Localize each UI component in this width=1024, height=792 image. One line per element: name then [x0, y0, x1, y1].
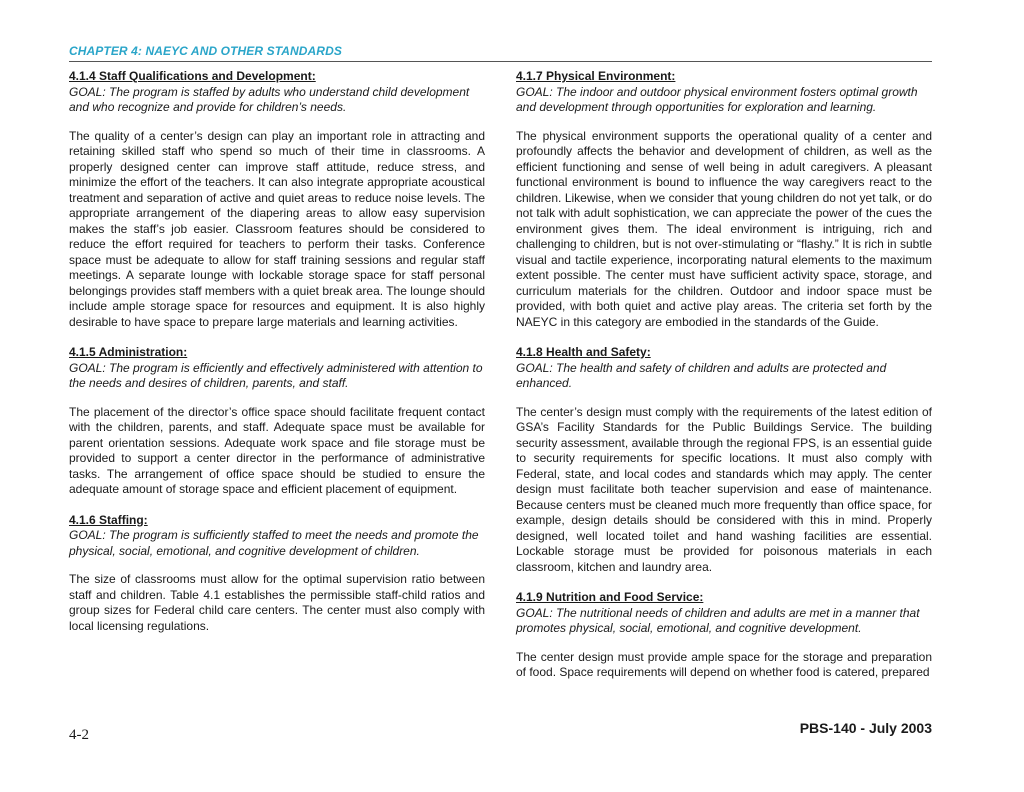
page-number: 4-2 — [69, 727, 89, 743]
section-goal: GOAL: The program is staffed by adults who understand child development and who recognize and provide for children’s needs. — [69, 84, 470, 114]
section-body: The placement of the director’s office space should facilitate frequent contact with the children, parents, and staff. Adequate space must be available for parent orientation sessions. Adequate work space and file storage must be provided to support a center director in the performance of administrative tasks. The arrangement of office space should be studied to ensure the adequate amount of storage space and efficient placement of equipment. — [69, 404, 485, 496]
section-title: 4.1.7 Physical Environment: — [516, 69, 676, 83]
section-4-1-8 — [516, 345, 932, 575]
section-title: 4.1.9 Nutrition and Food Service: — [516, 590, 704, 604]
section-body: The physical environment supports the operational quality of a center and profoundly affects the behavior and development of children, as well as the efficient functioning and sense of well being in adult caregivers. A pleasant functional environment is bound to influence the way caregivers react to the children. Likewise, when we consider that young children do not yet talk, or do not talk with adult sophistication, we can appreciate the power of the cues the environment gives them. The ideal environment is intriguing, rich and challenging to children, but is not over-stimulating or “flashy.” It is rich in subtle visual and tactile experience, incorporating natural elements to the maximum extent possible. The center must have sufficient activity space, storage, and curriculum materials for the children. Outdoor and indoor space must be provided, with both quiet and active play areas. The criteria set forth by the NAEYC in this category are embodied in the standards of the Guide. — [516, 128, 932, 329]
section-title: 4.1.5 Administration: — [69, 345, 188, 359]
chapter-header: CHAPTER 4: NAEYC AND OTHER STANDARDS — [69, 44, 342, 58]
section-goal: GOAL: The indoor and outdoor physical environment fosters optimal growth and development through opportunities for exploration and learning. — [516, 84, 918, 114]
publication-id: PBS-140 - July 2003 — [799, 720, 932, 736]
section-4-1-6 — [69, 513, 485, 635]
left-column — [69, 69, 485, 649]
section-4-1-5 — [69, 345, 485, 498]
section-body: The size of classrooms must allow for the optimal supervision ratio between staff and children. Table 4.1 establishes the permissible staff-child ratios and group sizes for Federal child care centers. The center must also comply with local licensing regulations. — [69, 572, 485, 633]
section-goal: GOAL: The health and safety of children and adults are protected and enhanced. — [516, 360, 887, 390]
header-rule — [69, 61, 932, 62]
section-body: The center design must provide ample space for the storage and preparation of food. Space requirements will depend on whether food is catered, prepared — [516, 649, 932, 679]
right-column — [516, 69, 932, 696]
section-goal: GOAL: The program is efficiently and effectively administered with attention to the needs and desires of children, parents, and staff. — [69, 360, 483, 390]
section-title: 4.1.8 Health and Safety: — [516, 345, 651, 359]
section-goal: GOAL: The program is sufficiently staffed to meet the needs and promote the physical, social, emotional, and cognitive development of children. — [69, 528, 479, 558]
section-4-1-7 — [516, 69, 932, 330]
section-body: The quality of a center’s design can play an important role in attracting and retaining skilled staff who spend so much of their time in classrooms. A properly designed center can improve staff attitude, reduce stress, and minimize the effort of the teachers. It can also integrate appropriate acoustical treatment and separation of active and quiet areas to reduce noise levels. The appropriate arrangement of the diapering areas to allow easy supervision makes the staff’s job easier. Classroom features should be considered to reduce the effort required for teachers to perform their tasks. Conference space must be adequate to allow for staff training sessions and regular staff meetings. A separate lounge with lockable storage space for staff personal belongings provides staff members with a quiet break area. The lounge should include ample storage space for resources and equipment. It is also highly desirable to have space to prepare large materials and learning activities. — [69, 128, 485, 329]
section-4-1-4 — [69, 69, 485, 330]
section-title: 4.1.6 Staffing: — [69, 512, 148, 527]
section-title: 4.1.4 Staff Qualifications and Development: — [69, 69, 316, 83]
section-body: The center’s design must comply with the requirements of the latest edition of GSA’s Facility Standards for the Public Buildings Service. The building security assessment, available through the regional FPS, is an essential guide to security requirements for specific locations. It must also comply with Federal, state, and local codes and standards which may apply. The center design must facilitate both teacher supervision and ease of maintenance. Because centers must be cleaned much more frequently than office space, for example, design details should be considered with this in mind. Properly designed, well located toilet and hand washing facilities are essential. Lockable storage must be provided for poisonous materials in each classroom, kitchen and laundry area. — [516, 404, 932, 574]
section-4-1-9 — [516, 590, 932, 681]
section-goal: GOAL: The nutritional needs of children and adults are met in a manner that promotes physical, social, emotional, and cognitive development. — [516, 605, 920, 635]
